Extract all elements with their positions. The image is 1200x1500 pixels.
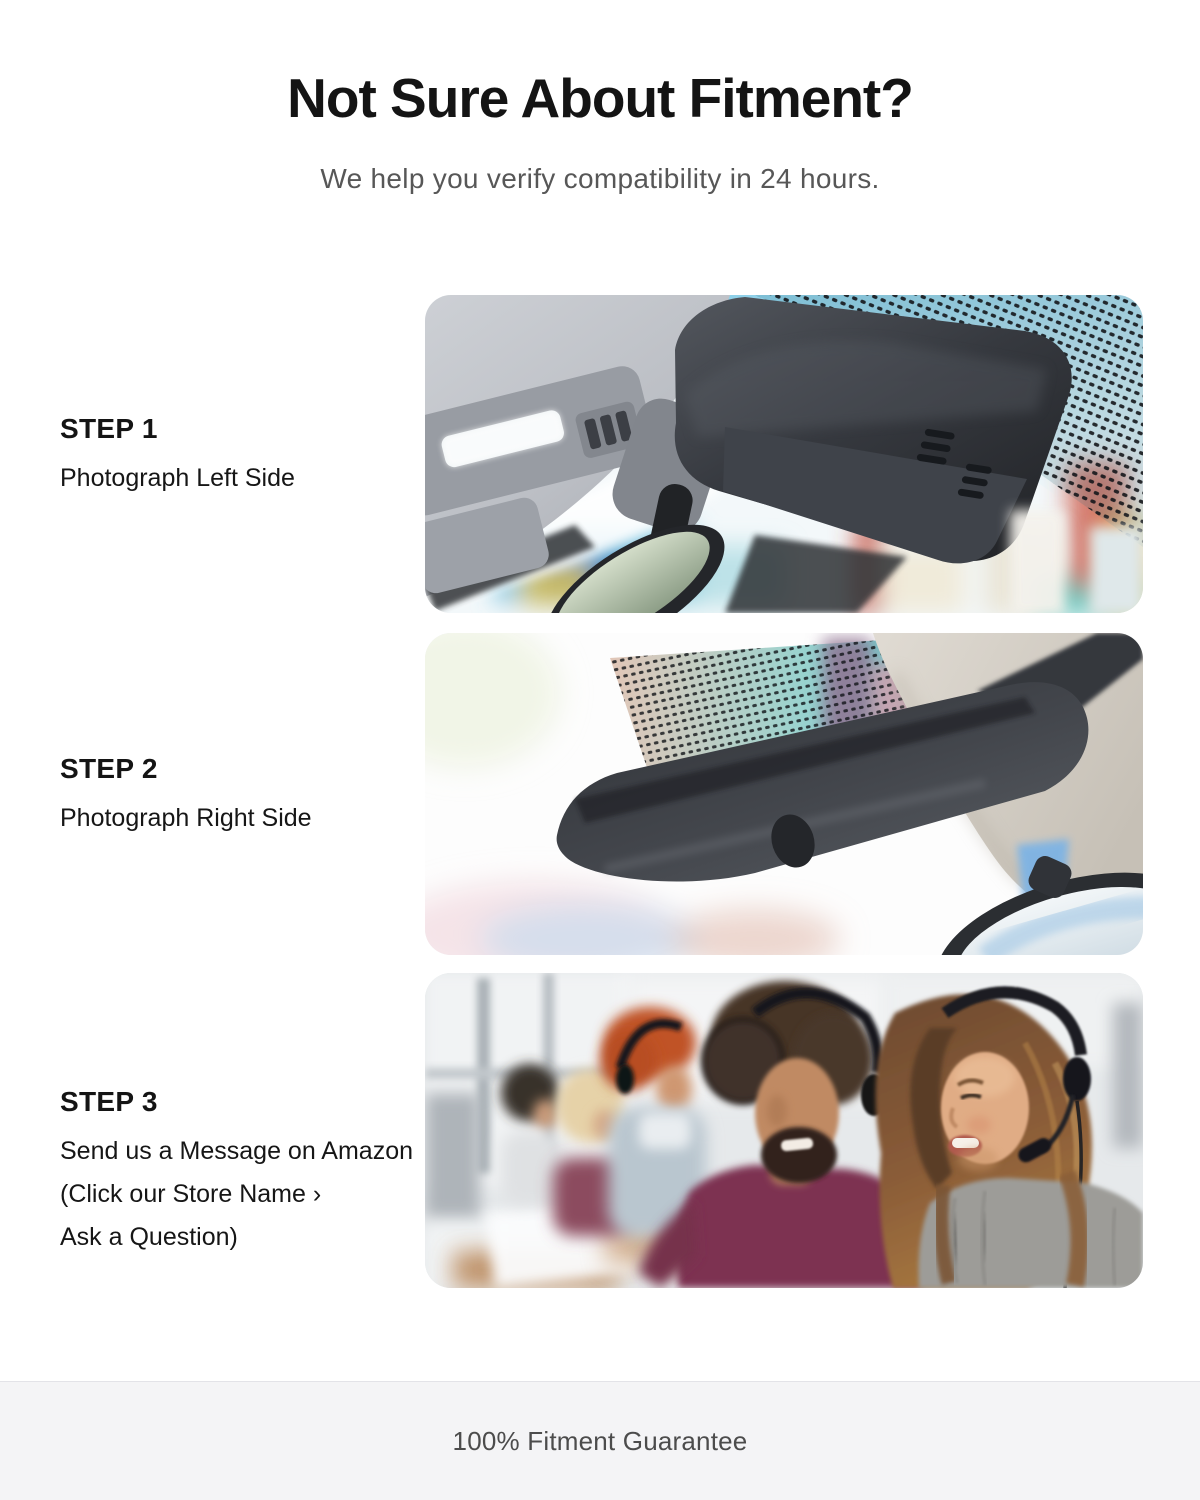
footer-bar: [0, 1381, 1200, 1500]
step-3-description-line-1: Send us a Message on Amazon: [60, 1137, 414, 1165]
step-3-description-line-3: Ask a Question): [60, 1223, 238, 1251]
step-2-label: STEP 2: [60, 753, 158, 784]
car-interior-right-photo: [425, 633, 1143, 955]
step-2-photo-card: [425, 633, 1143, 955]
step-1-label: STEP 1: [60, 413, 158, 444]
step-1-block: [60, 413, 460, 500]
step-2-description: Photograph Right Side: [60, 804, 312, 832]
step-3-block: [60, 1086, 460, 1259]
fitment-guarantee-text: 100% Fitment Guarantee: [452, 1426, 748, 1456]
step-3-description-line-2: (Click our Store Name ›: [60, 1180, 322, 1208]
step-1-photo-card: [425, 295, 1143, 613]
car-interior-left-photo: [425, 295, 1143, 613]
support-team-photo: [425, 973, 1143, 1288]
page-subtitle: We help you verify compatibility in 24 hours.: [320, 163, 880, 194]
step-3-photo-card: [425, 973, 1143, 1288]
step-3-label: STEP 3: [60, 1086, 158, 1117]
page-title: Not Sure About Fitment?: [287, 67, 913, 129]
step-2-block: [60, 753, 460, 840]
step-1-description: Photograph Left Side: [60, 464, 295, 492]
